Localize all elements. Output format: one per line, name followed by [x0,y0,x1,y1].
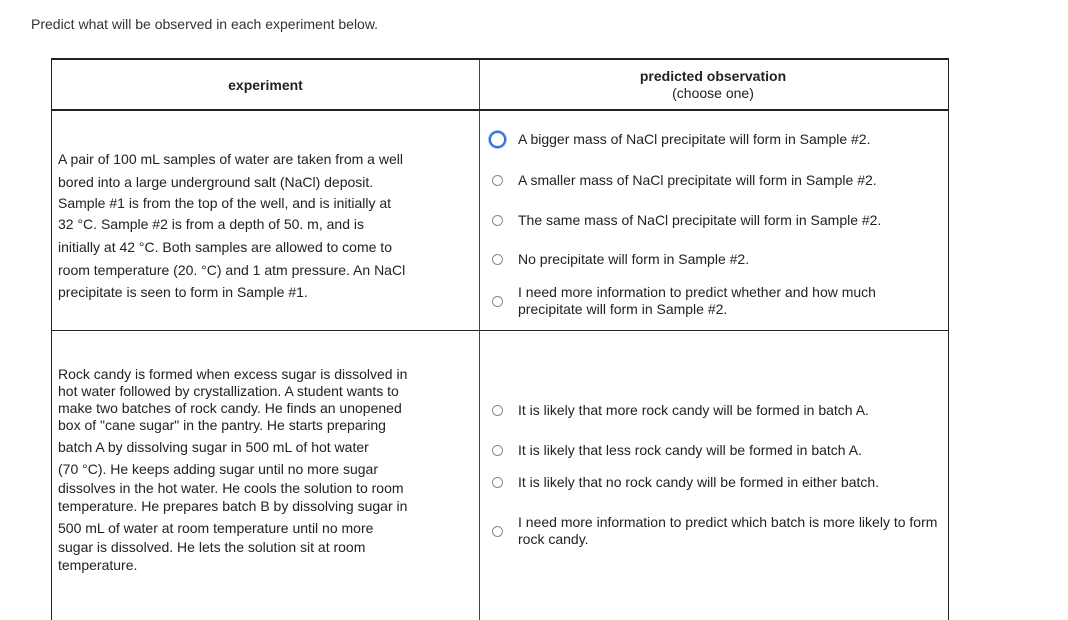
experiment-2-line: hot water followed by crystallization. A student wants to [58,383,399,399]
experiment-2-line: 500 mL of water at room temperature until no more [58,520,374,536]
experiment-1-option-2[interactable] [489,172,944,189]
experiment-2-line: sugar is dissolved. He lets the solution sit at room [58,539,366,555]
experiment-2-line: temperature. He prepares batch B by dissolving sugar in [58,498,408,514]
option-label: It is likely that no rock candy will be formed in either batch. [518,474,880,490]
radio-button[interactable] [489,131,506,148]
instruction-text: Predict what will be observed in each experiment below. [31,16,379,32]
experiment-1-option-1[interactable] [489,131,944,148]
option-label: It is likely that less rock candy will be formed in batch A. [518,442,862,458]
experiment-1-description [58,147,466,302]
experiment-2-line: Rock candy is formed when excess sugar is dissolved in [58,366,408,382]
experiment-2-line: batch A by dissolving sugar in 500 mL of hot water [58,439,369,455]
prediction-table [51,58,949,620]
option-label: It is likely that more rock candy will be formed in batch A. [518,402,869,418]
column-divider [479,60,480,620]
option-label: A bigger mass of NaCl precipitate will form in Sample #2. [518,131,871,147]
radio-button[interactable] [492,296,503,307]
experiment-2-option-1[interactable] [489,402,944,419]
experiment-1-line: 32 °C. Sample #2 is from a depth of 50. m, and is [58,216,364,232]
radio-button[interactable] [492,175,503,186]
experiment-2-line: temperature. [58,557,138,573]
radio-button[interactable] [492,405,503,416]
header-divider [52,109,948,111]
experiment-1-line: Sample #1 is from the top of the well, and is initially at [58,195,392,211]
observation-header-subtitle: (choose one) [672,84,754,101]
experiment-2-option-3[interactable] [489,474,944,491]
option-label: The same mass of NaCl precipitate will form in Sample #2. [518,212,882,228]
experiment-2-line: box of "cane sugar" in the pantry. He starts preparing [58,417,386,433]
radio-button[interactable] [492,215,503,226]
experiment-2-option-4[interactable] [489,514,944,548]
experiment-2-line: (70 °C). He keeps adding sugar until no more sugar [58,461,378,477]
radio-button[interactable] [492,445,503,456]
experiment-1-option-3[interactable] [489,212,944,229]
experiment-1-line: A pair of 100 mL samples of water are taken from a well [58,151,403,167]
experiment-2-line: dissolves in the hot water. He cools the solution to room [58,480,404,496]
radio-button[interactable] [492,254,503,265]
experiment-1-line: room temperature (20. °C) and 1 atm pressure. An NaCl [58,262,406,278]
observation-column-header [480,60,946,109]
experiment-1-line: initially at 42 °C. Both samples are allowed to come to [58,239,392,255]
radio-button[interactable] [492,526,503,537]
experiment-1-line: precipitate is seen to form in Sample #1. [58,284,308,300]
experiment-1-option-5[interactable] [489,284,944,318]
experiment-column-header: experiment [228,76,303,93]
option-label: A smaller mass of NaCl precipitate will form in Sample #2. [518,172,877,188]
row-divider [52,330,948,331]
experiment-1-line: bored into a large underground salt (NaCl) deposit. [58,174,374,190]
experiment-2-description [58,366,466,574]
option-label: No precipitate will form in Sample #2. [518,251,750,267]
experiment-2-line: make two batches of rock candy. He finds an unopened [58,400,402,416]
experiment-1-option-4[interactable] [489,251,944,268]
option-label: I need more information to predict whether and how much precipitate will form in Sample #2. [518,284,876,317]
experiment-2-option-2[interactable] [489,442,944,459]
radio-button[interactable] [492,477,503,488]
option-label: I need more information to predict which batch is more likely to form rock candy. [518,514,938,547]
observation-header-title: predicted observation [639,67,787,84]
